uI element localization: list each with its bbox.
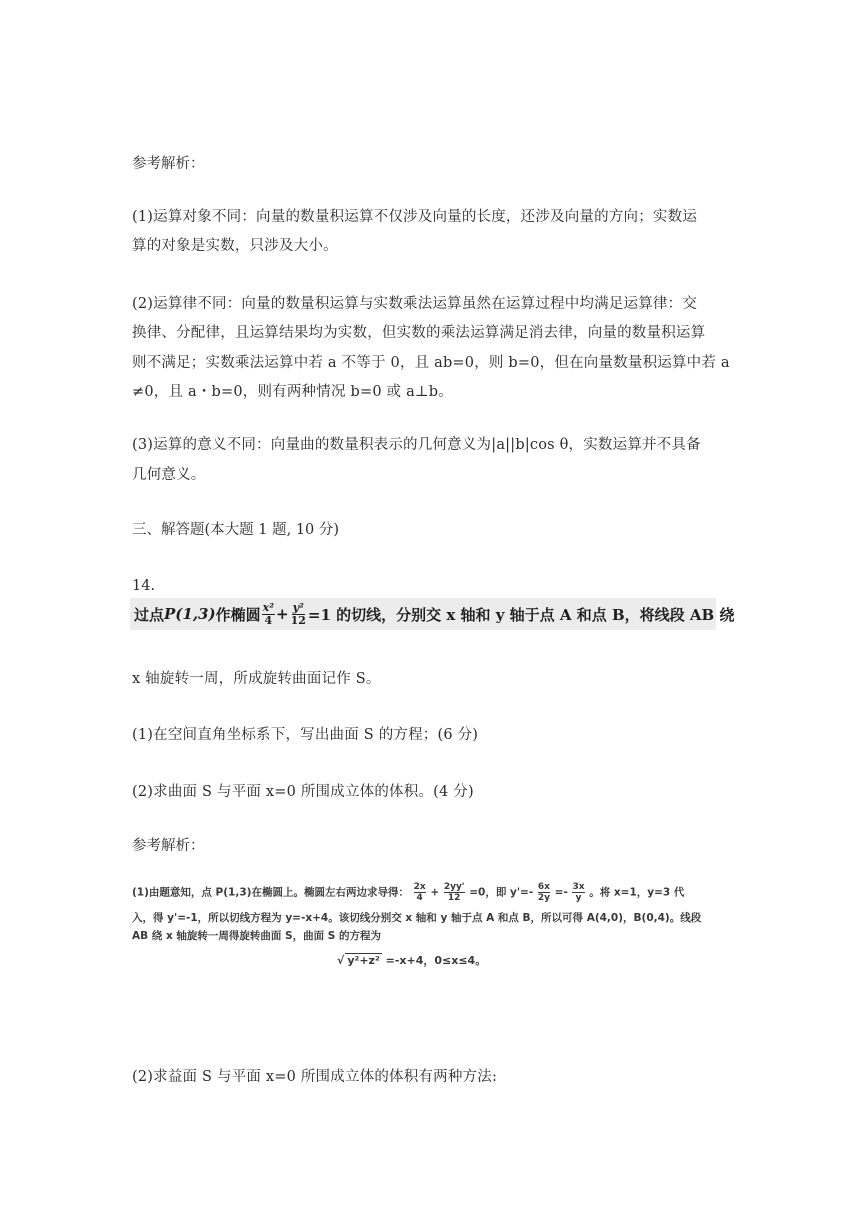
equation-rest: =-x+4，0≤x≤4。: [385, 954, 487, 967]
fraction-numerator: x²: [262, 600, 274, 614]
question-number: 14.: [132, 578, 156, 594]
analysis-point-1-line-1: (1)运算对象不同：向量的数量积运算不仅涉及向量的长度，还涉及向量的方向；实数运: [132, 209, 698, 225]
fraction: [414, 882, 426, 903]
formula-text-pre: 过点: [134, 605, 165, 624]
analysis-point-2-line-1: (2)运算律不同：向量的数量积运算与实数乘法运算虽然在运算过程中均满足运算律：交: [132, 296, 698, 312]
question-14-continuation: x 轴旋转一周，所成旋转曲面记作 S。: [132, 671, 381, 687]
plus-sign: +: [276, 605, 289, 623]
fraction-denominator: 4: [264, 613, 273, 627]
fraction: [572, 882, 584, 903]
question-14-part-1: (1)在空间直角坐标系下，写出曲面 S 的方程；(6 分): [132, 727, 479, 743]
fraction-denominator: y: [575, 893, 582, 903]
plus-sign: +: [430, 886, 440, 899]
solution-line-2: 入，得 y'=-1，所以切线方程为 y=-x+4。该切线分别交 x 轴和 y 轴于点 A 和点 B，所以可得 A(4,0)，B(0,4)。线段: [132, 912, 702, 924]
solution-text: =-: [554, 886, 568, 899]
fraction-numerator: 3x: [572, 882, 585, 892]
reference-analysis-label: 参考解析：: [132, 156, 205, 172]
fraction-y-squared-over-12: [290, 602, 307, 627]
fraction: [538, 882, 550, 903]
formula-point: P(1,3): [164, 605, 216, 623]
solution-scan-image: [132, 876, 732, 976]
square-root-content: y²+z²: [347, 954, 380, 967]
formula-text-ellipse: 作椭圆: [215, 605, 261, 624]
solution-text: 。将 x=1，y=3 代: [589, 886, 685, 899]
analysis-point-1-line-2: 算的对象是实数，只涉及大小。: [132, 238, 338, 254]
fraction-x-squared-over-4: [262, 602, 275, 627]
fraction-numerator: 2yy': [443, 882, 465, 892]
solution-text: (1)由题意知，点 P(1,3)在椭圆上。椭圆左右两边求导得：: [132, 886, 409, 899]
question-14-formula-image: [130, 598, 735, 630]
square-root-icon: √: [337, 954, 345, 967]
section-3-heading: 三、解答题(本大题 1 题, 10 分): [132, 522, 340, 538]
fraction-numerator: 6x: [537, 882, 550, 892]
solution-text: =0，即 y'=-: [469, 886, 534, 899]
analysis-point-2-line-2: 换律、分配律，且运算结果均为实数，但实数的乘法运算满足消去律，向量的数量积运算: [132, 325, 706, 341]
fraction-denominator: 12: [447, 893, 461, 903]
formula-text-post: =1 的切线，分别交 x 轴和 y 轴于点 A 和点 B，将线段 AB 绕: [307, 605, 735, 624]
fraction-numerator: 2x: [413, 882, 426, 892]
solution-line-3: AB 绕 x 轴旋转一周得旋转曲面 S，曲面 S 的方程为: [132, 930, 381, 942]
analysis-point-2-line-3: 则不满足；实数乘法运算中若 a 不等于 0，且 ab=0，则 b=0，但在向量数量积运算中若 a: [132, 355, 730, 371]
question-14-part-2-solution-intro: (2)求益面 S 与平面 x=0 所围成立体的体积有两种方法:: [132, 1069, 498, 1085]
question-14-part-2: (2)求曲面 S 与平面 x=0 所围成立体的体积。(4 分): [132, 784, 474, 800]
reference-analysis-label-2: 参考解析：: [132, 838, 205, 854]
fraction-denominator: 4: [416, 893, 423, 903]
analysis-point-3-line-1: (3)运算的意义不同：向量曲的数量积表示的几何意义为|a||b|cos θ，实数运算并不具备: [132, 437, 701, 453]
analysis-point-2-line-4: ≠0，且 a・b=0，则有两种情况 b=0 或 a⊥b。: [132, 384, 453, 400]
fraction: [444, 882, 465, 903]
fraction-denominator: 2y: [537, 893, 551, 903]
solution-line-1: [132, 882, 684, 903]
fraction-denominator: 12: [290, 613, 306, 627]
analysis-point-3-line-2: 几何意义。: [132, 467, 206, 483]
surface-equation: [337, 952, 486, 968]
fraction-numerator: y²: [292, 600, 304, 614]
